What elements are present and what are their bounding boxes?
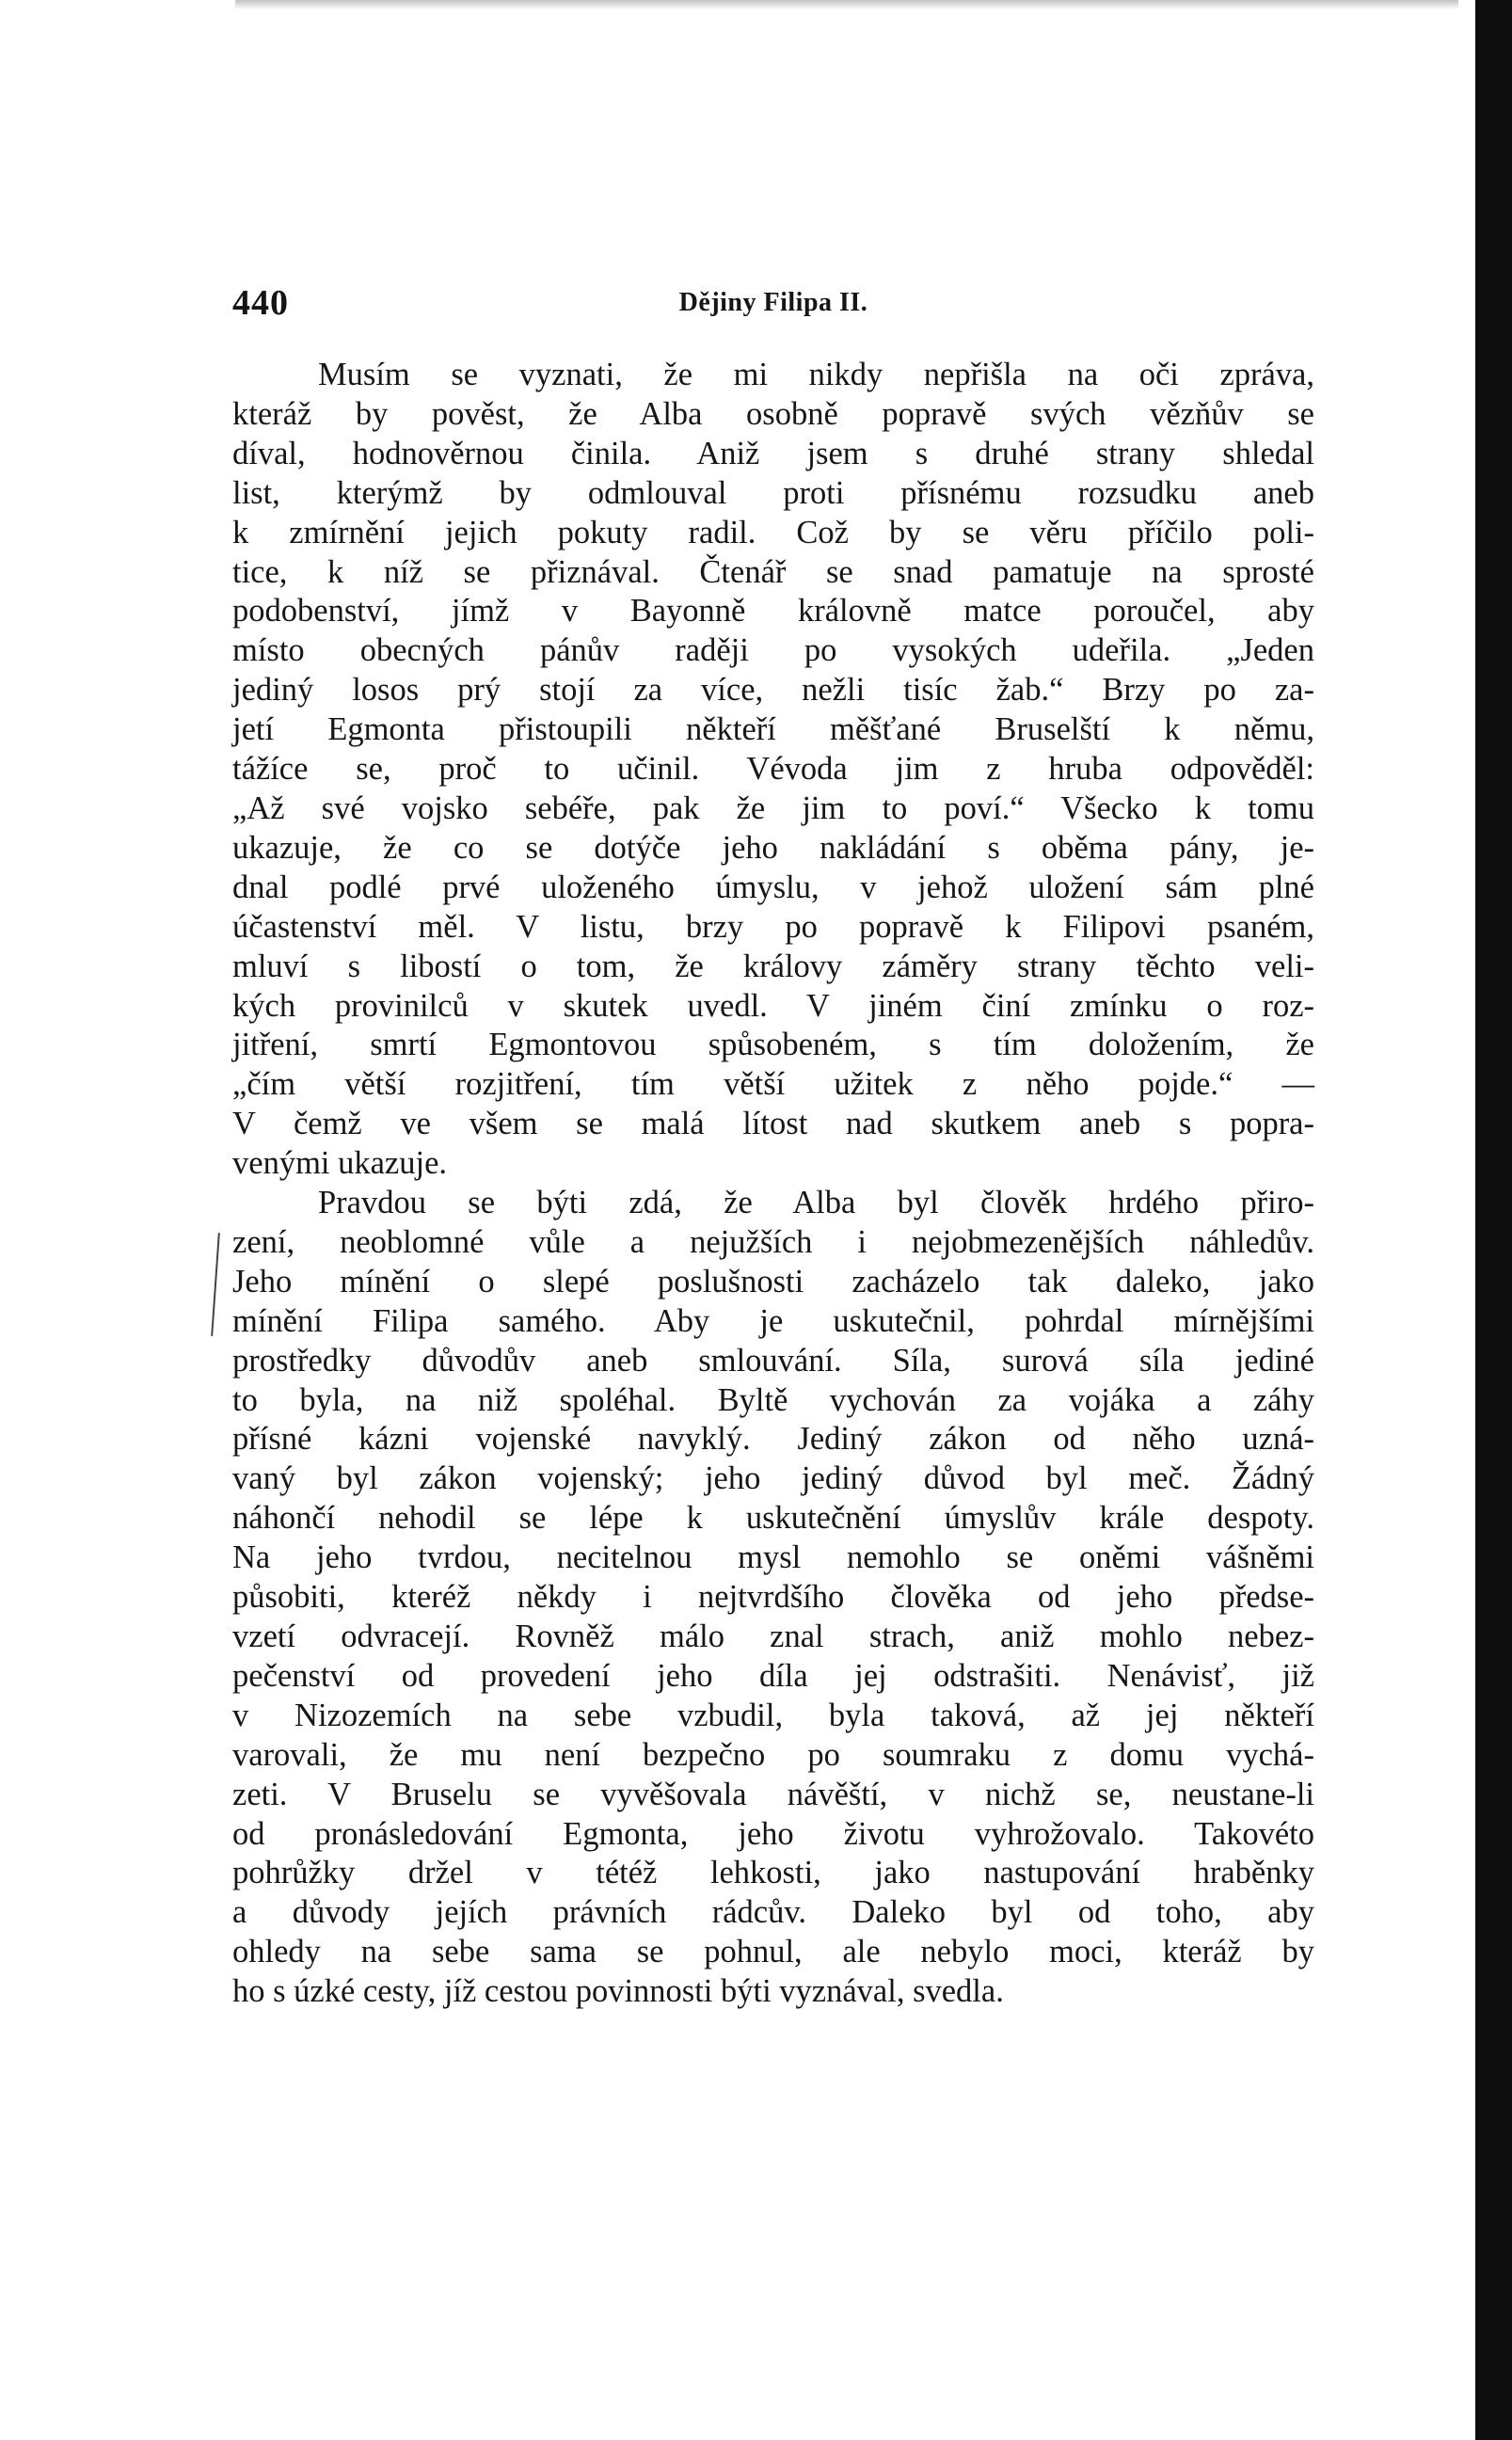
text-line: Musím se vyznati, že mi nikdy nepřišla na oči zpráva, [318, 357, 1314, 392]
text-line: ukazuje, že co se dotýče jeho nakládání s oběma pány, je- [232, 829, 1314, 866]
text-line: působiti, kteréž někdy i nejtvrdšího člověka od jeho předse- [232, 1579, 1314, 1616]
text-line: „Až své vojsko sebéře, pak že jim to poví.“ Všecko k tomu [232, 789, 1314, 826]
text-line: Jeho mínění o slepé poslušnosti zacházelo tak daleko, jako [232, 1263, 1314, 1300]
text-line: ohledy na sebe sama se pohnul, ale nebylo moci, kteráž by [232, 1934, 1314, 1970]
text-line: Na jeho tvrdou, necitelnou mysl nemohlo se oněmi vášněmi [232, 1539, 1314, 1576]
text-line: vzetí odvracejí. Rovněž málo znal strach, aniž mohlo nebez- [232, 1619, 1314, 1654]
text-line: podobenství, jímž v Bayonně královně matce poroučel, aby [232, 593, 1314, 630]
text-line: V čemž ve všem se malá lítost nad skutkem aneb s popra- [232, 1106, 1314, 1142]
running-title: Dějiny Filipa II. [678, 288, 868, 317]
text-line: k zmírnění jejich pokuty radil. Což by se věru příčilo poli- [232, 514, 1314, 550]
text-line: jetí Egmonta přistoupili někteří měšťané Bruselští k němu, [232, 711, 1314, 748]
text-line: účastenství měl. V listu, brzy po popravě k Filipovi psaném, [232, 908, 1314, 945]
text-line: Pravdou se býti zdá, že Alba byl člověk hrdého přiro- [318, 1185, 1314, 1221]
text-line: jediný losos prý stojí za více, nežli tisíc žab.“ Brzy po za- [232, 672, 1314, 709]
text-line: v Nizozemích na sebe vzbudil, byla taková, až jej někteří [232, 1697, 1314, 1733]
margin-pencil-mark [211, 1233, 220, 1336]
text-line: to byla, na niž spoléhal. Byltě vychován za vojáka a záhy [232, 1381, 1314, 1418]
text-line: pohrůžky držel v tétéž lehkosti, jako nastupování hraběnky [232, 1855, 1314, 1891]
text-line: místo obecných pánův raději po vysokých udeřila. „Jeden [232, 632, 1314, 669]
page-header [232, 282, 1314, 339]
text-line: zení, neoblomné vůle a nejužších i nejobmezenějších náhledův. [232, 1223, 1314, 1260]
text-line: dnal podlé prvé uloženého úmyslu, v jehož uložení sám plné [232, 869, 1314, 905]
scan-right-border [1475, 0, 1512, 2440]
text-line: kých provinilců v skutek uvedl. V jiném činí zmínku o roz- [232, 987, 1314, 1024]
page-number: 440 [232, 283, 289, 323]
text-line: venými ukazuje. [232, 1145, 448, 1182]
text-line: tážíce se, proč to učinil. Vévoda jim z hruba odpověděl: [232, 751, 1314, 788]
text-line: od pronásledování Egmonta, jeho životu vyhrožovalo. Takovéto [232, 1815, 1314, 1852]
text-line: varovali, že mu není bezpečno po soumraku z domu vychá- [232, 1736, 1314, 1773]
text-line: mluví s libostí o tom, že královy záměry strany těchto veli- [232, 948, 1314, 984]
text-line: ho s úzké cesty, jíž cestou povinnosti býti vyznával, svedla. [232, 1973, 1004, 2010]
paragraph [232, 356, 1314, 1184]
text-line: vaný byl zákon vojenský; jeho jediný důvod byl meč. Žádný [232, 1460, 1314, 1497]
text-line: díval, hodnověrnou činila. Aniž jsem s druhé strany shledal [232, 435, 1314, 471]
text-line: přísné kázni vojenské navyklý. Jediný zákon od něho uzná- [232, 1421, 1314, 1458]
text-line: mínění Filipa samého. Aby je uskutečnil, pohrdal mírnějšími [232, 1302, 1314, 1339]
text-line: jitření, smrtí Egmontovou spůsobeném, s tím doložením, že [232, 1027, 1314, 1063]
text-line: „čím větší rozjitření, tím větší užitek z něho pojde.“ — [232, 1066, 1314, 1103]
body-text [232, 356, 1314, 2012]
text-line: kteráž by pověst, že Alba osobně popravě svých vězňův se [232, 395, 1314, 432]
text-line: tice, k níž se přiznával. Čtenář se snad pamatuje na sprosté [232, 553, 1314, 590]
text-line: pečenství od provedení jeho díla jej odstrašiti. Nenávisť, již [232, 1657, 1314, 1694]
text-line: prostředky důvodův aneb smlouvání. Síla, surová síla jediné [232, 1342, 1314, 1379]
text-line: náhončí nehodil se lépe k uskutečnění úmyslův krále despoty. [232, 1500, 1314, 1537]
scan-edge-shadow [235, 0, 1458, 9]
text-line: list, kterýmž by odmlouval proti přísnému rozsudku aneb [232, 474, 1314, 511]
text-line: a důvody jejích právních rádcův. Daleko byl od toho, aby [232, 1894, 1314, 1931]
paragraph [232, 1184, 1314, 2012]
text-line: zeti. V Bruselu se vyvěšovala návěští, v nichž se, neustane-li [232, 1776, 1314, 1812]
